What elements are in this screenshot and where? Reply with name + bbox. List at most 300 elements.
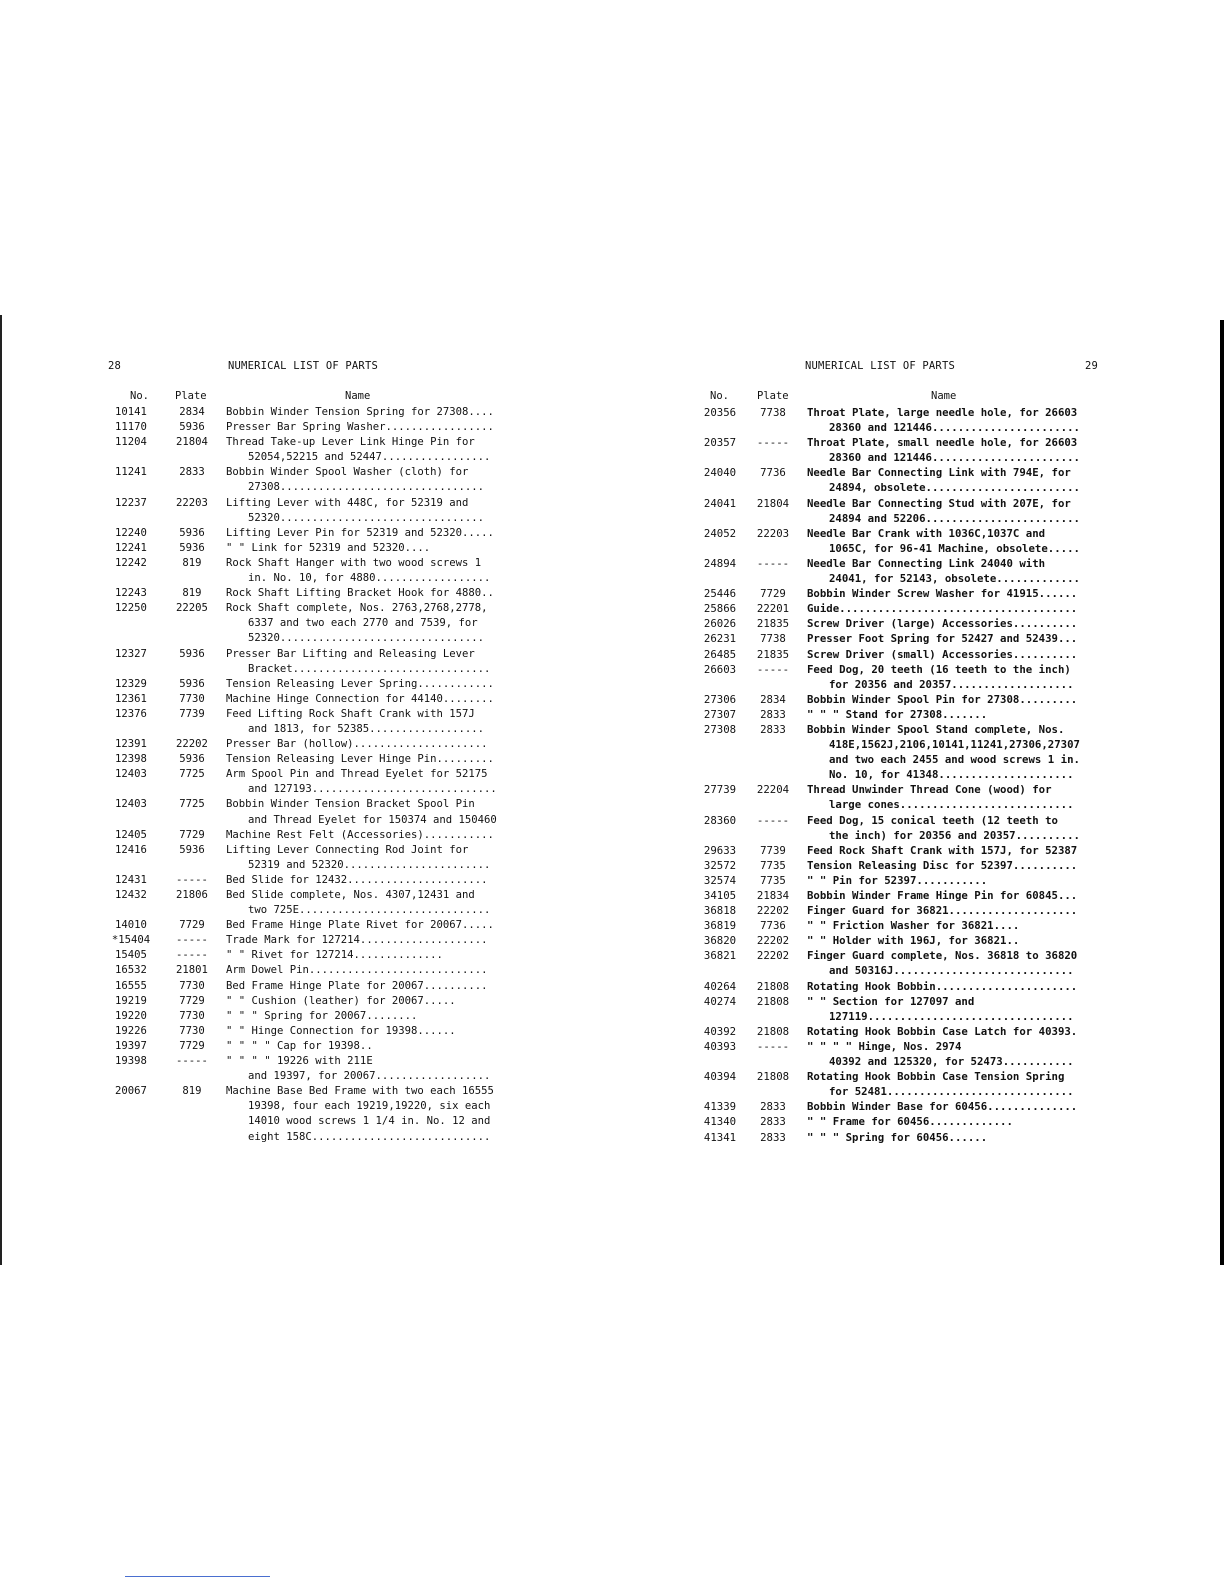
part-number: 25446 xyxy=(703,587,737,601)
table-row xyxy=(100,1054,520,1084)
part-number: 26485 xyxy=(703,647,737,661)
plate-number: 7736 xyxy=(760,466,786,480)
part-number: 12361 xyxy=(115,692,147,705)
part-number: 24040 xyxy=(703,466,737,480)
part-number: 20067 xyxy=(115,1085,147,1098)
table-row xyxy=(100,586,520,601)
part-name xyxy=(222,526,520,541)
table-row xyxy=(695,1114,1110,1129)
part-name-line: Presser Bar (hollow)..................... xyxy=(226,738,488,751)
part-number: 20356 xyxy=(703,406,737,419)
table-row xyxy=(695,948,1110,978)
table-row xyxy=(695,782,1110,812)
part-name xyxy=(222,405,520,420)
part-name xyxy=(222,873,520,888)
part-name-continuation: 127119................................ xyxy=(829,1009,1074,1023)
part-name-continuation: and Thread Eyelet for 150374 and 150460 xyxy=(248,813,497,826)
plate-number: 21806 xyxy=(176,889,208,901)
part-name xyxy=(222,948,520,963)
plate-number: 5936 xyxy=(179,421,205,434)
part-number: 28360 xyxy=(703,813,737,827)
part-name-line: " " Rivet for 127214.............. xyxy=(226,949,443,962)
part-name xyxy=(801,873,1110,888)
column-header-no: No. xyxy=(130,390,149,402)
part-name-line: Lifting Lever Pin for 52319 and 52320..... xyxy=(226,526,494,539)
part-number: 12405 xyxy=(115,828,147,841)
part-name-continuation: 52320................................ xyxy=(248,511,484,524)
table-row xyxy=(695,692,1110,707)
part-name-line: Rotating Hook Bobbin Case Tension Spring xyxy=(807,1070,1065,1084)
part-number: 26231 xyxy=(703,632,737,646)
right-scan-edge xyxy=(1220,320,1224,1265)
part-name xyxy=(222,963,520,978)
part-name-line: Presser Bar Spring Washer................. xyxy=(226,421,494,434)
table-row xyxy=(695,1130,1110,1145)
table-row xyxy=(695,1039,1110,1069)
plate-number: 7738 xyxy=(760,406,786,419)
part-name-continuation: and 127193............................. xyxy=(248,783,497,796)
table-row xyxy=(100,888,520,918)
part-name xyxy=(801,1114,1110,1129)
plate-number: 7725 xyxy=(179,798,205,811)
part-name-line: Bobbin Winder Spool Washer (cloth) for xyxy=(226,466,469,479)
part-number: 29633 xyxy=(703,843,737,857)
part-number: 41339 xyxy=(703,1100,737,1114)
part-name-line: Bobbin Winder Base for 60456.............. xyxy=(807,1100,1078,1114)
plate-number: 21808 xyxy=(756,1024,790,1038)
part-name xyxy=(801,1130,1110,1145)
part-name-line: Machine Hinge Connection for 44140........ xyxy=(226,692,494,705)
right-page xyxy=(695,360,1110,1145)
part-number: 36818 xyxy=(703,904,737,918)
part-name xyxy=(801,707,1110,722)
table-row xyxy=(100,556,520,586)
part-number: 12329 xyxy=(115,677,147,690)
table-row xyxy=(100,752,520,767)
table-row xyxy=(695,405,1110,435)
table-row xyxy=(100,963,520,978)
table-row xyxy=(695,435,1110,465)
part-number: 12398 xyxy=(115,753,147,766)
part-name xyxy=(801,933,1110,948)
part-number: 24052 xyxy=(703,526,737,540)
part-name-line: " " " " Hinge, Nos. 2974 xyxy=(807,1039,962,1053)
part-name-continuation: No. 10, for 41348..................... xyxy=(829,768,1074,782)
column-header-plate: Plate xyxy=(175,390,207,402)
table-row xyxy=(695,1099,1110,1114)
plate-number: 7735 xyxy=(760,858,786,872)
part-name-continuation: 24894, obsolete........................ xyxy=(829,481,1080,495)
part-number: 19220 xyxy=(115,1009,147,1022)
part-name-line: Bed Frame Hinge Plate for 20067.......... xyxy=(226,979,488,992)
part-name-continuation: 24894 and 52206........................ xyxy=(829,511,1080,525)
table-row xyxy=(100,405,520,420)
part-name-continuation: for 52481............................. xyxy=(829,1085,1074,1099)
part-name-line: " " Cushion (leather) for 20067..... xyxy=(226,994,456,1007)
part-name-line: " " Hinge Connection for 19398...... xyxy=(226,1024,456,1037)
plate-number: 21808 xyxy=(756,994,790,1008)
part-name-line: " " Section for 127097 and xyxy=(807,994,975,1008)
part-number: 10141 xyxy=(115,406,147,418)
plate-number: 22202 xyxy=(756,949,790,963)
part-name xyxy=(222,752,520,767)
part-number: 40393 xyxy=(703,1039,737,1053)
plate-number: 7735 xyxy=(760,873,786,887)
part-number: 32574 xyxy=(703,873,737,887)
part-number: 16555 xyxy=(115,979,147,992)
part-name-continuation: 14010 wood screws 1 1/4 in. No. 12 and xyxy=(248,1115,491,1128)
part-name-line: Screw Driver (small) Accessories.......... xyxy=(807,647,1078,661)
column-header-plate: Plate xyxy=(757,390,789,402)
part-name-line: Lifting Lever Connecting Rod Joint for xyxy=(226,843,469,856)
part-name-line: Needle Bar Connecting Stud with 207E, for xyxy=(807,496,1071,510)
plate-number: 21804 xyxy=(176,436,208,449)
plate-number: 22201 xyxy=(756,602,790,616)
part-number: 12403 xyxy=(115,768,147,781)
part-name xyxy=(801,903,1110,918)
part-number: 12431 xyxy=(115,873,147,886)
part-name xyxy=(801,647,1110,662)
table-row xyxy=(695,994,1110,1024)
part-number: 32572 xyxy=(703,858,737,872)
plate-number: 2834 xyxy=(179,406,205,418)
part-name xyxy=(222,1054,520,1084)
part-number: 34105 xyxy=(703,889,737,902)
part-name-continuation: 52054,52215 and 52447................. xyxy=(248,451,491,464)
part-name xyxy=(222,994,520,1009)
plate-number: 7729 xyxy=(179,828,205,841)
plate-number: 2833 xyxy=(760,1115,786,1129)
plate-number: 21808 xyxy=(756,1070,790,1084)
part-name-line: Throat Plate, small needle hole, for 26603 xyxy=(807,436,1078,450)
part-number: 36819 xyxy=(703,919,737,933)
plate-number: 22203 xyxy=(176,496,208,509)
part-name-line: Bobbin Winder Tension Spring for 27308.... xyxy=(226,406,494,418)
plate-number: ----- xyxy=(756,556,790,570)
part-name xyxy=(801,843,1110,858)
part-name xyxy=(222,647,520,677)
part-name-line: Arm Dowel Pin............................ xyxy=(226,964,488,977)
part-name xyxy=(222,797,520,827)
plate-number: 819 xyxy=(182,1085,202,1098)
part-name-line: Tension Releasing Lever Hinge Pin......... xyxy=(226,753,494,766)
part-name xyxy=(222,1039,520,1054)
part-name-line: Bobbin Winder Spool Stand complete, Nos. xyxy=(807,722,1065,736)
plate-number: 7725 xyxy=(179,768,205,781)
plate-number: 5936 xyxy=(179,677,205,690)
part-name-line: Rock Shaft complete, Nos. 2763,2768,2778, xyxy=(226,602,488,615)
plate-number: 21804 xyxy=(756,496,790,510)
part-name-line: Trade Mark for 127214.................... xyxy=(226,934,488,947)
part-name xyxy=(222,843,520,873)
table-row xyxy=(100,767,520,797)
plate-number: 22202 xyxy=(756,934,790,948)
table-row xyxy=(100,933,520,948)
table-row xyxy=(100,601,520,646)
running-title: NUMERICAL LIST OF PARTS xyxy=(805,360,955,372)
table-row xyxy=(695,888,1110,903)
table-row xyxy=(100,526,520,541)
part-name-line: Guide..................................... xyxy=(807,602,1078,616)
part-name xyxy=(801,948,1110,978)
part-name xyxy=(222,496,520,526)
table-row xyxy=(695,722,1110,782)
part-name-line: Finger Guard for 36821.................... xyxy=(807,904,1078,918)
table-row xyxy=(695,556,1110,586)
part-name-line: " " " Spring for 60456...... xyxy=(807,1130,988,1144)
table-row xyxy=(695,843,1110,858)
part-number: 11170 xyxy=(115,421,147,434)
part-name xyxy=(222,1084,520,1144)
part-name xyxy=(222,541,520,556)
part-name-line: Feed Lifting Rock Shaft Crank with 157J xyxy=(226,707,475,720)
part-name-continuation: and 1813, for 52385.................. xyxy=(248,722,484,735)
left-page xyxy=(100,360,520,1145)
plate-number: ----- xyxy=(756,662,790,676)
part-name-line: Rock Shaft Hanger with two wood screws 1 xyxy=(226,556,482,569)
part-name-continuation: 1065C, for 96-41 Machine, obsolete..... xyxy=(829,541,1080,555)
plate-number: 7738 xyxy=(760,632,786,646)
part-name xyxy=(801,1024,1110,1039)
table-row xyxy=(100,465,520,495)
part-name xyxy=(222,1024,520,1039)
table-row xyxy=(100,1009,520,1024)
plate-number: 22205 xyxy=(176,602,208,615)
part-number: 27739 xyxy=(703,783,737,797)
table-row xyxy=(695,1024,1110,1039)
plate-number: ----- xyxy=(176,949,208,962)
footer-rule xyxy=(125,1576,270,1577)
table-row xyxy=(695,1069,1110,1099)
table-row xyxy=(100,1039,520,1054)
part-name-line: " " Frame for 60456............. xyxy=(807,1115,1013,1129)
part-number: 20357 xyxy=(703,436,737,450)
table-row xyxy=(100,797,520,827)
part-number: 24041 xyxy=(703,496,737,510)
table-row xyxy=(100,707,520,737)
part-name xyxy=(222,933,520,948)
plate-number: ----- xyxy=(756,1039,790,1053)
plate-number: 22202 xyxy=(176,738,208,751)
part-name-line: Bobbin Winder Frame Hinge Pin for 60845... xyxy=(807,889,1078,902)
column-headers xyxy=(100,390,520,404)
column-header-no: No. xyxy=(710,390,729,402)
table-row xyxy=(100,647,520,677)
part-name-line: Feed Dog, 20 teeth (16 teeth to the inch) xyxy=(807,662,1071,676)
plate-number: 7730 xyxy=(179,1009,205,1022)
table-row xyxy=(695,631,1110,646)
table-row xyxy=(100,420,520,435)
part-number: 12432 xyxy=(115,889,147,901)
plate-number: 2833 xyxy=(760,707,786,721)
part-number: 12391 xyxy=(115,738,147,751)
part-name xyxy=(222,601,520,646)
part-name-continuation: Bracket............................... xyxy=(248,662,491,675)
plate-number: 21834 xyxy=(756,889,790,902)
part-number: 27307 xyxy=(703,707,737,721)
part-name xyxy=(222,692,520,707)
plate-number: 22203 xyxy=(756,526,790,540)
plate-number: 7736 xyxy=(760,919,786,933)
plate-number: ----- xyxy=(756,436,790,450)
part-name-line: Screw Driver (large) Accessories.......... xyxy=(807,617,1078,631)
plate-number: 21801 xyxy=(176,964,208,977)
part-name-line: " " " Stand for 27308....... xyxy=(807,707,988,721)
part-name-line: Arm Spool Pin and Thread Eyelet for 52175 xyxy=(226,768,488,781)
part-name-line: " " " Spring for 20067........ xyxy=(226,1009,418,1022)
table-row xyxy=(100,677,520,692)
table-row xyxy=(100,979,520,994)
table-row xyxy=(695,496,1110,526)
plate-number: 7739 xyxy=(760,843,786,857)
part-name xyxy=(222,556,520,586)
plate-number: 22204 xyxy=(756,783,790,797)
table-row xyxy=(100,692,520,707)
page-number: 28 xyxy=(108,360,122,372)
part-name xyxy=(222,586,520,601)
part-name-line: Machine Base Bed Frame with two each 16555 xyxy=(226,1085,494,1098)
table-row xyxy=(695,918,1110,933)
part-name xyxy=(801,496,1110,526)
part-name-line: Feed Rock Shaft Crank with 157J, for 52387 xyxy=(807,843,1078,857)
part-name-continuation: 6337 and two each 2770 and 7539, for xyxy=(248,617,478,630)
table-row xyxy=(100,1024,520,1039)
part-name xyxy=(801,1039,1110,1069)
part-name xyxy=(801,616,1110,631)
table-row xyxy=(695,979,1110,994)
part-number: 25866 xyxy=(703,602,737,616)
part-name xyxy=(222,888,520,918)
table-row xyxy=(100,496,520,526)
part-name-line: Bed Slide for 12432...................... xyxy=(226,873,488,886)
table-row xyxy=(100,541,520,556)
part-name xyxy=(801,601,1110,616)
part-name-line: " " " " 19226 with 211E xyxy=(226,1055,373,1068)
part-number: 41340 xyxy=(703,1115,737,1129)
plate-number: 819 xyxy=(182,556,202,569)
part-name-continuation: 19398, four each 19219,19220, six each xyxy=(248,1100,491,1113)
part-name xyxy=(222,979,520,994)
part-name-line: Needle Bar Crank with 1036C,1037C and xyxy=(807,526,1046,540)
table-row xyxy=(695,903,1110,918)
part-number: 19398 xyxy=(115,1055,147,1068)
plate-number: 7730 xyxy=(179,692,205,705)
running-title: NUMERICAL LIST OF PARTS xyxy=(228,360,378,372)
part-name xyxy=(801,662,1110,692)
part-name-continuation: and 19397, for 20067.................. xyxy=(248,1070,491,1083)
part-number: 40394 xyxy=(703,1070,737,1084)
part-number: 12240 xyxy=(115,526,147,539)
part-name xyxy=(801,631,1110,646)
part-name-line: Presser Foot Spring for 52427 and 52439... xyxy=(807,632,1078,646)
plate-number: 7730 xyxy=(179,1024,205,1037)
column-header-name: Name xyxy=(931,390,957,402)
plate-number: 2833 xyxy=(179,466,205,479)
part-name xyxy=(801,586,1110,601)
part-name-continuation: 27308................................ xyxy=(248,481,484,494)
part-number: 26026 xyxy=(703,617,737,631)
plate-number: 21835 xyxy=(756,617,790,631)
part-number: 19219 xyxy=(115,994,147,1007)
part-name xyxy=(801,979,1110,994)
table-row xyxy=(695,873,1110,888)
part-number: 11241 xyxy=(115,466,147,479)
left-scan-edge xyxy=(0,315,2,1265)
table-row xyxy=(100,843,520,873)
part-name-line: Thread Take-up Lever Link Hinge Pin for xyxy=(226,436,475,449)
part-name-line: " " Link for 52319 and 52320.... xyxy=(226,541,431,554)
plate-number: 7729 xyxy=(179,994,205,1007)
part-name xyxy=(801,526,1110,556)
plate-number: 2833 xyxy=(760,722,786,736)
part-number: 19397 xyxy=(115,1039,147,1052)
part-number: 40392 xyxy=(703,1024,737,1038)
part-number: 12242 xyxy=(115,556,147,569)
table-row xyxy=(100,948,520,963)
part-name-continuation: the inch) for 20356 and 20357.......... xyxy=(829,828,1080,842)
part-name-continuation: 418E,1562J,2106,10141,11241,27306,27307 xyxy=(829,738,1080,752)
part-name-continuation: 28360 and 121446....................... xyxy=(829,421,1080,435)
table-row xyxy=(695,813,1110,843)
table-row xyxy=(695,933,1110,948)
part-name-line: Rock Shaft Lifting Bracket Hook for 4880.. xyxy=(226,587,494,600)
part-name xyxy=(222,465,520,495)
part-number: 24894 xyxy=(703,556,737,570)
table-row xyxy=(695,616,1110,631)
plate-number: 7729 xyxy=(179,919,205,932)
part-name xyxy=(801,692,1110,707)
table-row xyxy=(100,918,520,933)
part-number: *15404 xyxy=(111,934,151,947)
part-name-line: Needle Bar Connecting Link with 794E, for xyxy=(807,466,1071,480)
part-name-continuation: in. No. 10, for 4880.................. xyxy=(248,572,491,585)
plate-number: 2833 xyxy=(760,1100,786,1114)
part-name-continuation: eight 158C............................ xyxy=(248,1130,491,1143)
part-name-line: " " Pin for 52397........... xyxy=(807,873,988,887)
part-name xyxy=(222,435,520,465)
table-row xyxy=(695,526,1110,556)
part-name-continuation: large cones........................... xyxy=(829,798,1074,812)
table-row xyxy=(100,1084,520,1144)
part-name-line: " " " " Cap for 19398.. xyxy=(226,1039,373,1052)
table-row xyxy=(695,465,1110,495)
plate-number: 7730 xyxy=(179,979,205,992)
plate-number: ----- xyxy=(176,934,208,947)
part-name-line: Bed Slide complete, Nos. 4307,12431 and xyxy=(226,889,475,901)
part-name-line: Presser Bar Lifting and Releasing Lever xyxy=(226,647,475,660)
part-name-line: Machine Rest Felt (Accessories)........... xyxy=(226,828,494,841)
part-name xyxy=(222,737,520,752)
page-number: 29 xyxy=(1085,360,1099,372)
plate-number: 21808 xyxy=(756,979,790,993)
plate-number: 7729 xyxy=(760,587,786,601)
part-name xyxy=(801,435,1110,465)
part-number: 40264 xyxy=(703,979,737,993)
part-name-line: Bed Frame Hinge Plate Rivet for 20067..... xyxy=(226,919,494,932)
parts-list xyxy=(695,405,1110,1145)
part-number: 12327 xyxy=(115,647,147,660)
plate-number: 5936 xyxy=(179,843,205,856)
part-name-line: Finger Guard complete, Nos. 36818 to 36820 xyxy=(807,949,1078,963)
part-name xyxy=(801,405,1110,435)
plate-number: 5936 xyxy=(179,526,205,539)
part-name-line: Feed Dog, 15 conical teeth (12 teeth to xyxy=(807,813,1058,827)
part-name-line: " " Holder with 196J, for 36821.. xyxy=(807,934,1020,948)
plate-number: ----- xyxy=(176,1055,208,1068)
table-row xyxy=(695,858,1110,873)
plate-number: 5936 xyxy=(179,647,205,660)
part-name-line: Bobbin Winder Screw Washer for 41915...... xyxy=(807,587,1078,601)
